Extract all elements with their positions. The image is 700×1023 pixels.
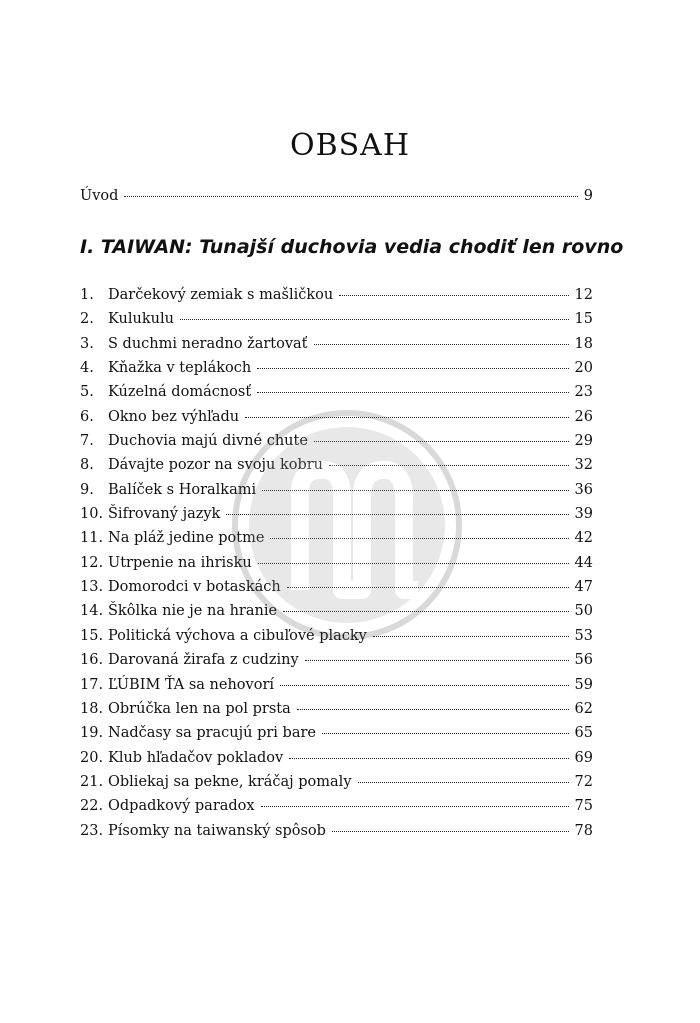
toc-entry: [80, 555, 593, 579]
toc-entry-title: Nadčasy sa pracujú pri bare: [108, 725, 316, 742]
dot-leader: [257, 392, 568, 393]
toc-entry-page: 44: [574, 554, 593, 571]
toc-entry-title: Utrpenie na ihrisku: [108, 554, 252, 571]
dot-leader: [314, 344, 569, 345]
toc-entry-page: 69: [574, 749, 593, 766]
toc-entry: [80, 725, 593, 749]
toc-entry: [80, 603, 593, 627]
toc-entry-page: 18: [574, 335, 593, 352]
toc-entry-page: 59: [574, 676, 593, 693]
toc-entry: [80, 628, 593, 652]
toc-entry-title: Šifrovaný jazyk: [108, 506, 221, 523]
toc-entry: [80, 336, 593, 360]
toc-entry-title: Politická výchova a cibuľové placky: [108, 627, 367, 644]
dot-leader: [257, 368, 568, 369]
toc-entry-page: 75: [574, 798, 593, 815]
toc-entry-page: 56: [574, 652, 593, 669]
dot-leader: [280, 685, 569, 686]
dot-leader: [358, 782, 569, 783]
toc-list: [80, 287, 593, 847]
page-title: OBSAH: [289, 128, 411, 164]
toc-entry-title: Obliekaj sa pekne, kráčaj pomaly: [108, 773, 352, 790]
toc-entry: [80, 482, 593, 506]
toc-entry: [80, 360, 593, 384]
toc-entry-title: Škôlka nie je na hranie: [108, 603, 278, 620]
dot-leader: [297, 709, 569, 710]
dot-leader: [261, 806, 569, 807]
toc-entry-number: 11.: [80, 530, 104, 547]
toc-entry: [80, 652, 593, 676]
toc-entry-page: 12: [574, 287, 593, 303]
toc-entry-page: 39: [574, 506, 593, 523]
toc-entry-title: Darčekový zemiak s mašličkou: [108, 287, 334, 303]
toc-entry: [80, 774, 593, 798]
dot-leader: [270, 538, 568, 539]
toc-entry-title: ĽÚBIM ŤA sa nehovorí: [108, 676, 275, 693]
toc-entry-number: 1.: [80, 287, 94, 303]
toc-entry: [80, 287, 593, 311]
toc-entry-title: Na pláž jedine potme: [108, 530, 265, 547]
toc-entry-page: 29: [574, 433, 593, 450]
toc-entry: [80, 311, 593, 335]
dot-leader: [245, 417, 568, 418]
toc-entry-number: 21.: [80, 773, 104, 790]
toc-entry-title: Darovaná žirafa z cudziny: [108, 652, 299, 669]
toc-entry-page: 20: [574, 360, 593, 377]
toc-entry-number: 15.: [80, 627, 104, 644]
toc-entry-title: Duchovia majú divné chute: [108, 433, 308, 450]
toc-entry-number: 7.: [80, 433, 94, 450]
toc-entry: [80, 506, 593, 530]
toc-intro-entry: [80, 188, 593, 204]
section-heading: I. TAIWAN: Tunajší duchovia vedia chodiť len rovno: [80, 236, 624, 258]
dot-leader: [124, 196, 577, 197]
toc-entry-number: 3.: [80, 335, 94, 352]
dot-leader: [262, 490, 568, 491]
dot-leader: [305, 660, 569, 661]
toc-entry: [80, 530, 593, 554]
toc-entry-title: Balíček s Horalkami: [108, 481, 257, 498]
toc-entry-number: 13.: [80, 579, 104, 596]
toc-entry-number: 23.: [80, 822, 104, 839]
toc-entry-title: Klub hľadačov pokladov: [108, 749, 284, 766]
toc-entry-title: Dávajte pozor na svoju kobru: [108, 457, 324, 474]
toc-entry: [80, 579, 593, 603]
dot-leader: [373, 636, 569, 637]
toc-entry-number: 16.: [80, 652, 104, 669]
toc-entry-title: Domorodci v botaskách: [108, 579, 281, 596]
toc-entry-number: 19.: [80, 725, 104, 742]
toc-entry-number: 4.: [80, 360, 94, 377]
toc-entry: [80, 433, 593, 457]
toc-entry-number: 10.: [80, 506, 104, 523]
dot-leader: [180, 319, 569, 320]
toc-entry-page: 72: [574, 773, 593, 790]
toc-entry-number: 5.: [80, 384, 94, 401]
dot-leader: [314, 441, 569, 442]
toc-entry: [80, 798, 593, 822]
toc-entry-page: 50: [574, 603, 593, 620]
toc-intro-label: Úvod: [80, 188, 119, 204]
toc-entry-number: 9.: [80, 481, 94, 498]
toc-entry-number: 22.: [80, 798, 104, 815]
dot-leader: [226, 514, 568, 515]
dot-leader: [332, 831, 569, 832]
toc-entry-number: 2.: [80, 311, 94, 328]
toc-entry-title: Okno bez výhľadu: [108, 408, 240, 425]
toc-entry-title: Obrúčka len na pol prsta: [108, 700, 291, 717]
dot-leader: [283, 611, 569, 612]
toc-entry-page: 42: [574, 530, 593, 547]
toc-entry: [80, 701, 593, 725]
toc-entry: [80, 750, 593, 774]
dot-leader: [329, 465, 569, 466]
toc-entry-number: 18.: [80, 700, 104, 717]
toc-entry-page: 36: [574, 481, 593, 498]
toc-entry-title: Kulukulu: [108, 311, 174, 328]
toc-entry-title: Odpadkový paradox: [108, 798, 255, 815]
toc-entry: [80, 823, 593, 847]
toc-entry-title: Kňažka v teplákoch: [108, 360, 252, 377]
toc-entry-page: 62: [574, 700, 593, 717]
toc-entry-page: 53: [574, 627, 593, 644]
toc-entry-page: 65: [574, 725, 593, 742]
toc-entry-title: Písomky na taiwanský spôsob: [108, 822, 326, 839]
dot-leader: [258, 563, 569, 564]
toc-entry-title: Kúzelná domácnosť: [108, 384, 252, 401]
toc-entry-page: 32: [574, 457, 593, 474]
toc-entry: [80, 677, 593, 701]
toc-entry-number: 8.: [80, 457, 94, 474]
toc-entry-number: 17.: [80, 676, 104, 693]
toc-entry: [80, 384, 593, 408]
toc-entry-page: 15: [574, 311, 593, 328]
toc-entry-page: 78: [574, 822, 593, 839]
dot-leader: [289, 758, 568, 759]
toc-entry-page: 26: [574, 408, 593, 425]
toc-entry-page: 47: [574, 579, 593, 596]
toc-entry-page: 23: [574, 384, 593, 401]
dot-leader: [339, 295, 568, 296]
toc-entry-number: 20.: [80, 749, 104, 766]
dot-leader: [287, 587, 569, 588]
dot-leader: [322, 733, 569, 734]
toc-entry: [80, 457, 593, 481]
toc-intro-page: 9: [583, 188, 593, 204]
toc-entry-number: 12.: [80, 554, 104, 571]
toc-entry-title: S duchmi neradno žartovať: [108, 335, 308, 352]
toc-entry-number: 14.: [80, 603, 104, 620]
toc-entry-number: 6.: [80, 408, 94, 425]
toc-entry: [80, 409, 593, 433]
